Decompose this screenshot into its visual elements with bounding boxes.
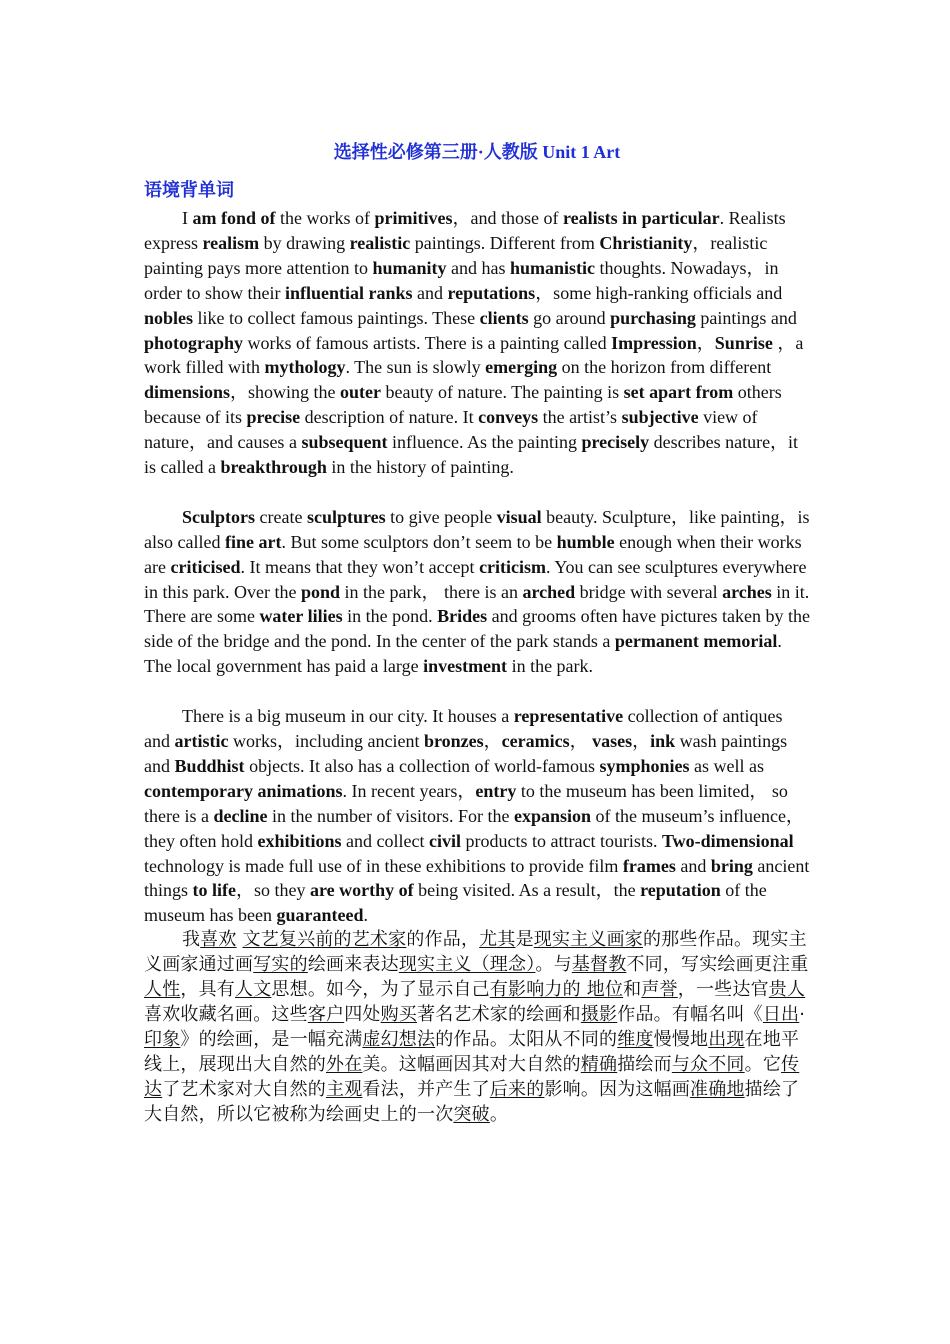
text-run: ， [696,332,715,353]
text-run: go around [528,307,611,328]
text-run: in the number of visitors. For the [267,805,514,826]
vocab-translation: 精确 [580,1053,618,1075]
vocab-term: am fond of [192,208,276,228]
text-run: 看法，并产生了 [362,1078,490,1100]
text-run: beauty of nature. The painting is [381,382,624,403]
english-paragraph-2 [144,505,810,679]
text-run: ，some high-ranking officials and [535,282,783,303]
vocab-term: fine art [224,531,282,552]
vocab-term: subjective [621,407,699,428]
text-run: ， [632,731,651,751]
text-run: ，so they [236,880,310,901]
vocab-translation: 文艺复兴前的艺术家 [242,929,407,951]
vocab-translation: 基督教 [571,954,627,976]
text-run: 。它 [744,1053,782,1075]
vocab-term: to life [192,880,236,901]
section-heading: 语境背单词 [144,180,234,200]
text-run: view of nature，and causes a [144,407,758,453]
text-run: of the museum’s influence，they often hold [144,805,804,851]
text-run: wash paintings and [144,731,788,776]
vocab-term: Christianity [599,232,693,253]
text-run: to the museum has been limited， so there is a [144,780,788,826]
vocab-translation: 与众不同 [671,1053,745,1075]
vocab-term: frames [622,855,676,876]
vocab-term: vases [592,731,633,751]
text-run: 》的绘画，是一幅充满 [180,1028,363,1050]
text-run: . The sun is slowly [345,357,486,378]
text-run: in the park， there is an [340,581,523,602]
text-run: description of nature. It [300,407,479,428]
text-run: 描绘了大自然，所以它被称为绘画史上的一次 [144,1078,800,1125]
text-run: works，including ancient [228,731,424,751]
text-run: by drawing [259,232,350,253]
vocab-translation: 贵人 [768,979,806,1001]
text-run: I [182,208,193,228]
text-run: . In recent years， [342,780,476,801]
text-run: . You can see sculptures everywhere in this park. Over the [144,556,807,602]
vocab-translation: 有影响力的 地位 [489,979,624,1001]
vocab-translation: 维度 [617,1028,654,1050]
vocab-term: Two-dimensional [661,830,794,851]
vocab-term: sculptures [306,506,386,527]
text-run: 的作品。太阳从不同的 [435,1028,618,1050]
text-run: 思想。如今，为了显示自己 [271,979,490,1001]
text-run: 了艺术家对大自然的 [162,1078,327,1100]
text-run: in the pond. [342,606,438,627]
text-run: 美。这幅画因其对大自然的 [362,1053,581,1075]
vocab-term: humanity [372,257,447,278]
text-run: in the history of painting. [326,457,514,478]
vocab-term: investment [423,656,508,677]
text-run: in it. There are some [144,581,810,627]
vocab-term: precisely [581,432,650,453]
vocab-term: reputations [447,282,536,303]
vocab-term: guaranteed [276,905,364,926]
text-run: 四处 [344,1003,381,1025]
english-paragraph-3 [144,704,810,928]
vocab-translation: 喜欢 [200,929,237,951]
vocab-term: artistic [174,731,229,751]
text-run: 的作品， [406,929,480,951]
vocab-term: influential ranks [284,282,413,303]
text-run: 慢慢地 [653,1028,709,1050]
vocab-translation: 人性 [144,979,181,1001]
vocab-term: photography [144,332,244,353]
vocab-term: realistic [349,232,411,253]
vocab-term: clients [479,307,529,328]
text-run: technology is made full use of in these exhibitions to provide film [144,855,623,876]
vocab-term: set apart from [623,382,734,403]
text-run: objects. It also has a collection of world-famous [244,755,600,776]
vocab-translation: 日出 [762,1003,800,1025]
vocab-translation: 传达 [144,1053,800,1100]
text-run: describes nature，it is called a [144,432,799,478]
text-run: 描绘而 [617,1053,672,1075]
text-run: 我 [182,929,201,951]
text-run: in the park. [507,656,594,677]
text-run: like to collect famous paintings. These [193,307,480,328]
vocab-translation: 出现 [708,1028,745,1050]
vocab-term: Impression [611,332,697,353]
text-run: and has [446,257,510,278]
text-run: others because of its [144,382,782,428]
text-run: collection of antiques and [144,706,783,751]
vocab-term: emerging [485,357,558,378]
vocab-term: breakthrough [220,457,327,478]
vocab-term: are worthy of [310,880,414,901]
vocab-term: mythology [264,357,346,378]
text-run: There is a big museum in our city. It houses a [182,706,514,727]
vocab-term: pond [300,581,341,602]
vocab-term: humble [556,531,615,552]
text-run: 的那些作品。现实主义画家通过画 [144,929,807,976]
text-run: 不同，写实绘画更注重 [626,954,809,976]
vocab-term: decline [213,805,268,826]
vocab-term: conveys [478,407,539,428]
text-run: 在地平线上，展现出大自然的 [144,1028,800,1075]
vocab-term: purchasing [610,307,696,328]
text-run: ，realistic painting pays more attention to [144,232,768,278]
text-run: paintings and [695,307,797,328]
vocab-translation: 外在 [326,1053,363,1075]
text-run: being visited. As a result，the [413,880,641,901]
vocab-term: civil [428,830,461,851]
vocab-term: representative [513,706,624,727]
vocab-term: visual [496,506,542,527]
vocab-term: outer [340,382,382,403]
text-run: and grooms often have pictures taken by the side of the bridge and the pond. In the center of the park stands a [144,606,811,652]
vocab-term: subsequent [301,432,388,453]
vocab-term: exhibitions [257,830,342,851]
vocab-translation: 印象 [144,1028,181,1050]
vocab-term: Brides [437,606,488,627]
english-paragraph-1 [144,206,810,480]
text-run: . But some sculptors don’t seem to be [281,531,557,552]
vocab-translation: 写实的 [253,954,308,976]
text-run: 和 [623,979,642,1001]
document-page [144,138,810,1128]
vocab-term: Sunrise [714,332,773,353]
vocab-term: criticised [170,556,241,577]
text-run: of the museum has been [144,880,767,926]
text-run: 。 [489,1103,509,1125]
vocab-term: Buddhist [174,755,245,776]
vocab-term: arches [722,581,772,602]
text-run: 作品。有幅名叫《 [617,1003,763,1025]
vocab-term: dimensions [144,382,231,403]
text-run: ，具有 [180,979,236,1001]
text-run: · [799,1003,806,1025]
vocab-term: reputation [640,880,721,901]
text-run: and collect [341,830,429,851]
vocab-term: humanistic [509,257,596,278]
vocab-translation: 突破 [453,1103,490,1125]
text-run: 。与 [535,954,572,976]
text-run: ，showing the [230,382,341,403]
vocab-term: permanent memorial [614,631,778,652]
vocab-translation: 后来的 [489,1078,545,1100]
vocab-term: symphonies [599,755,690,776]
text-run: the artist’s [538,407,622,428]
text-run: 是 [515,929,534,951]
vocab-term: ceramics [501,731,570,751]
text-run: products to attract tourists. [460,830,662,851]
text-run: beauty. Sculpture，like painting，is also called [144,506,810,552]
vocab-term: bronzes [423,731,484,751]
text-run: ，一些达官 [677,979,769,1001]
vocab-term: primitives [374,208,453,228]
text-run: 影响。因为这幅画 [544,1078,691,1100]
text-run: thoughts. Nowadays，in order to show their [144,257,779,303]
vocab-term: ink [650,731,676,751]
vocab-translation: 主观 [326,1078,363,1100]
vocab-term: Sculptors [182,506,256,527]
text-run: . It means that they won’t accept [240,556,480,577]
text-run: ，and those of [452,208,563,228]
text-run: and [412,282,448,303]
chinese-translation-paragraph [144,928,810,1127]
document-title: 选择性必修第三册·人教版 Unit 1 Art [333,142,621,162]
vocab-term: precise [246,407,301,428]
text-run: and [675,855,711,876]
vocab-translation: 人文 [235,979,272,1001]
vocab-term: arched [522,581,576,602]
vocab-term: bring [710,855,753,876]
text-run: . [363,905,368,926]
vocab-term: realism [202,232,260,253]
vocab-term: expansion [513,805,591,826]
text-run: . The local government has paid a large [144,631,782,677]
text-run: on the horizon from different [557,357,772,378]
text-run: ， [483,731,502,751]
vocab-translation: 准确地 [690,1078,745,1100]
text-run: influence. As the painting [387,432,582,453]
text-run: as well as [689,755,764,776]
text-run: 喜欢收藏名画。这些 [144,1003,308,1025]
vocab-term: contemporary animations [144,780,343,801]
text-run: bridge with several [575,581,723,602]
text-run: to give people [385,506,497,527]
vocab-translation: 尤其 [479,929,516,951]
text-run: ，a work filled with [144,332,804,378]
vocab-term: water lilies [259,606,343,627]
text-run: ancient things [144,855,810,901]
text-run: ， [569,731,593,751]
text-run: 著名艺术家的绘画和 [417,1003,581,1025]
text-run: . Realists express [144,208,786,253]
vocab-term: criticism [479,556,547,577]
vocab-translation: 现实主义画家 [533,929,643,951]
vocab-translation: 摄影 [580,1003,618,1025]
vocab-translation: 购买 [380,1003,418,1025]
vocab-translation: 现实主义（理念） [398,954,536,976]
text-run: paintings. Different from [410,232,600,253]
vocab-translation: 虚幻想法 [362,1028,436,1050]
vocab-term: entry [475,780,517,801]
text-run: 绘画来表达 [307,954,399,976]
text-run: the works of [275,208,375,228]
vocab-translation: 客户 [307,1003,345,1025]
text-run: enough when their works are [144,531,802,577]
vocab-term: nobles [144,307,194,328]
vocab-translation: 声誉 [641,979,678,1001]
text-run: works of famous artists. There is a painting called [243,332,612,353]
text-run: create [255,506,307,527]
vocab-term: realists in particular [562,208,720,228]
